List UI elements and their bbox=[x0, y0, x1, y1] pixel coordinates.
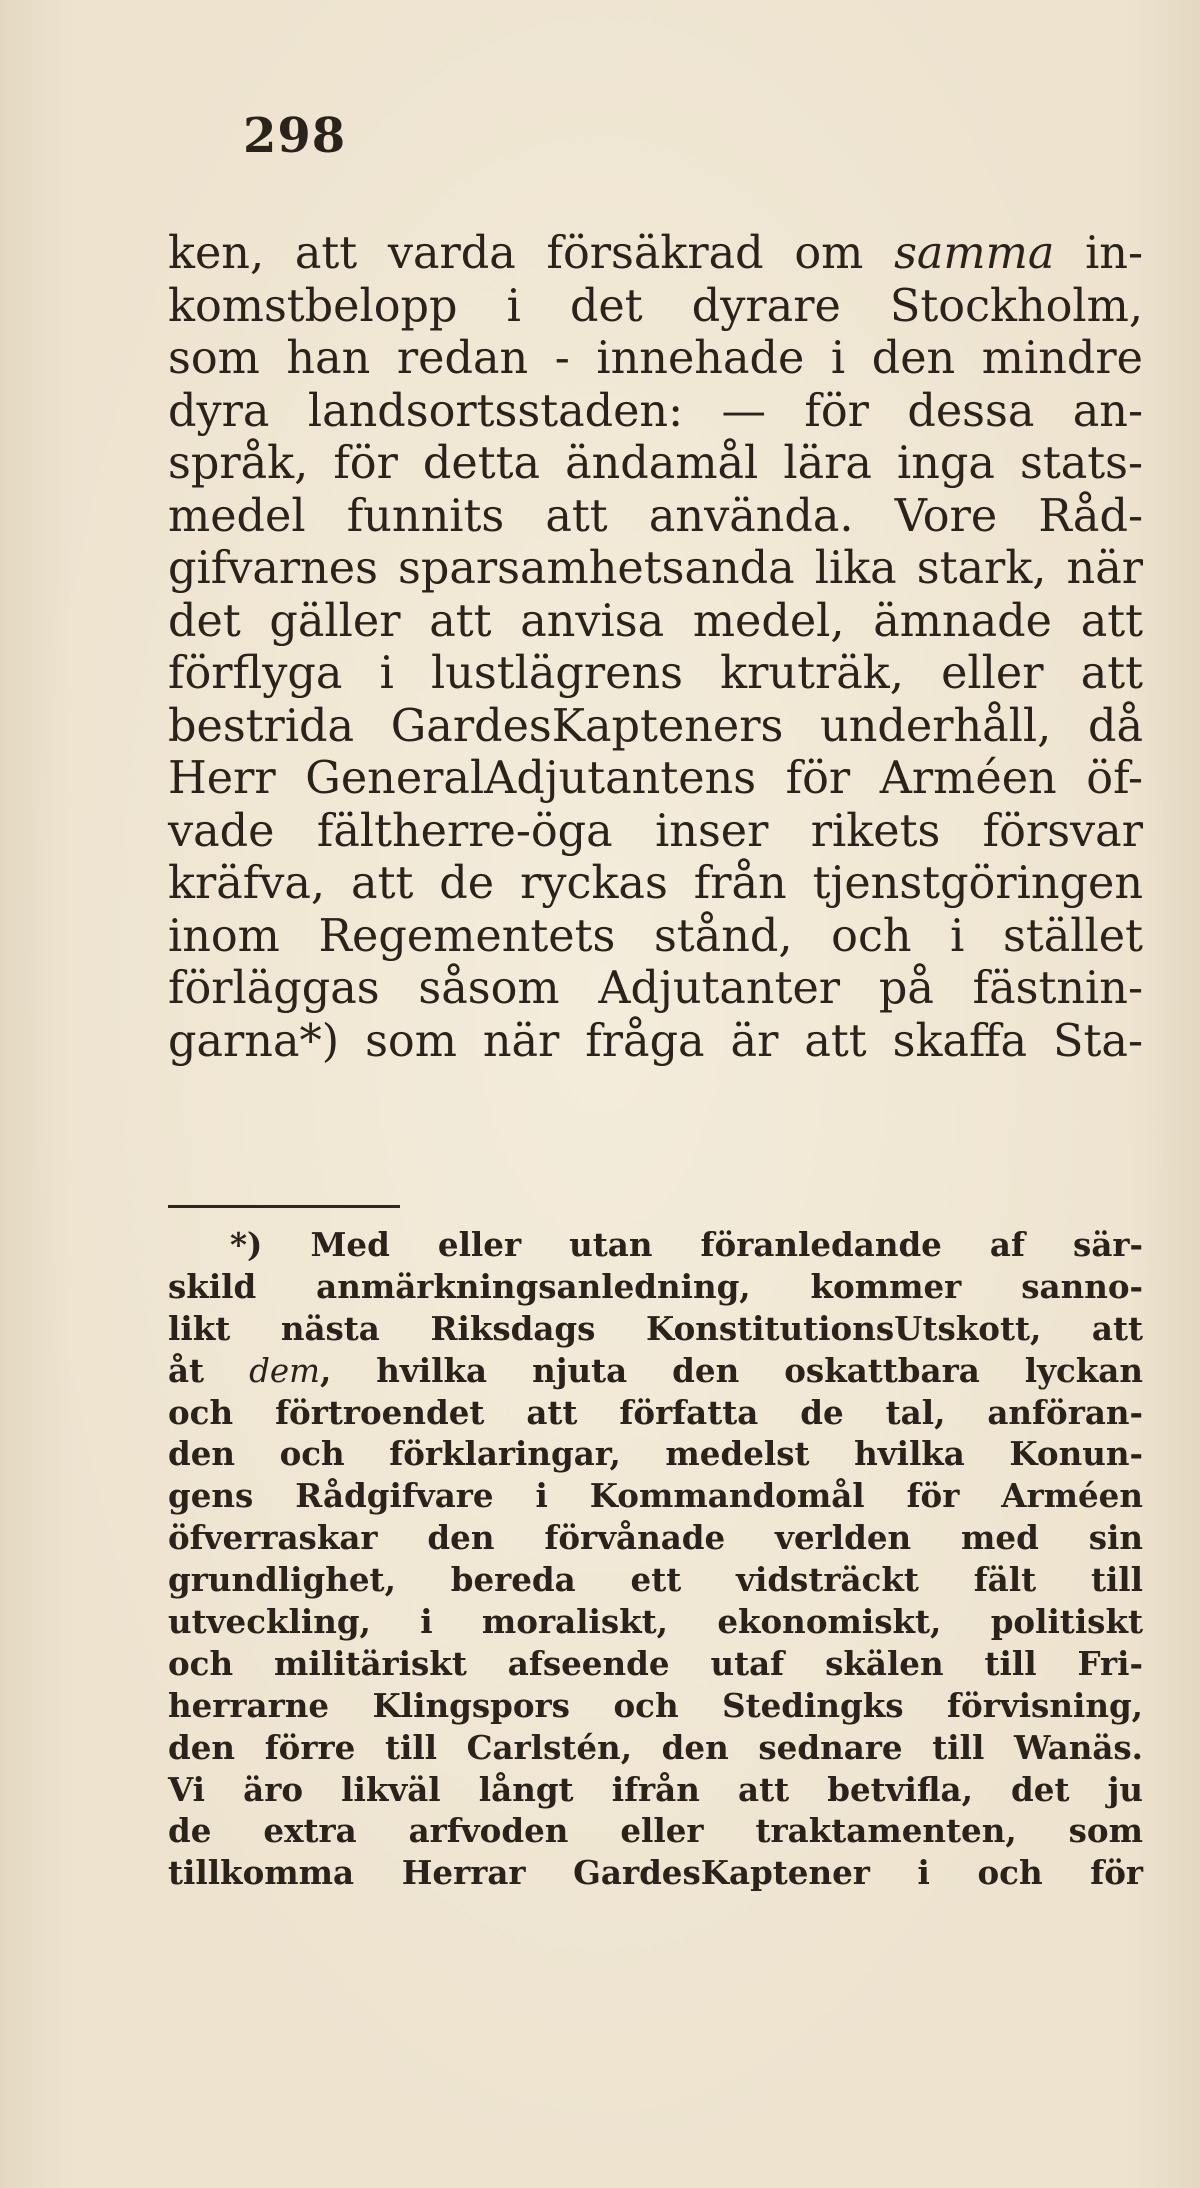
main-text-line bbox=[168, 596, 1143, 649]
text-run: ken, att varda försäkrad om bbox=[168, 228, 895, 279]
text-run: och förtroendet att författa de tal, anföran- bbox=[168, 1392, 1143, 1432]
footnote-line bbox=[168, 1224, 1143, 1266]
text-run: inom Regementets stånd, och i stället bbox=[168, 910, 1143, 962]
text-run: utveckling, i moraliskt, ekonomiskt, politiskt bbox=[168, 1602, 1143, 1642]
main-text-line bbox=[168, 701, 1143, 754]
text-run: bestrida GardesKapteners underhåll, då bbox=[168, 700, 1143, 752]
text-run: öfverraskar den förvånade verlden med sin bbox=[168, 1518, 1143, 1558]
text-run: förflyga i lustlägrens kruträk, eller att bbox=[168, 648, 1143, 699]
main-text-line bbox=[168, 228, 1143, 281]
main-text-line bbox=[168, 333, 1143, 386]
text-run: den och förklaringar, medelst hvilka Konun- bbox=[168, 1434, 1143, 1474]
footnote-line bbox=[168, 1643, 1143, 1685]
footnote-line bbox=[168, 1266, 1143, 1308]
footnote-rule bbox=[168, 1205, 400, 1208]
text-run: vade fältherre-öga inser rikets försvar bbox=[168, 805, 1143, 857]
text-run: grundlighet, bereda ett vidsträckt fält till bbox=[168, 1560, 1143, 1600]
main-text-line bbox=[168, 858, 1143, 911]
footnote-line bbox=[168, 1810, 1143, 1852]
text-run: kräfva, att de ryckas från tjenstgöringen bbox=[168, 858, 1143, 909]
main-text-line bbox=[168, 911, 1143, 964]
text-run: den förre till Carlstén, den sednare till Wanäs. bbox=[168, 1727, 1143, 1767]
footnote-line bbox=[168, 1769, 1143, 1811]
footnote-line bbox=[168, 1433, 1143, 1475]
text-run: medel funnits att använda. Vore Råd- bbox=[168, 490, 1143, 542]
main-text-line bbox=[168, 1016, 1143, 1069]
footnote-line bbox=[168, 1350, 1143, 1392]
italic-text: samma bbox=[894, 228, 1055, 279]
text-run: förläggas såsom Adjutanter på fästnin- bbox=[168, 963, 1143, 1014]
footnote-line bbox=[168, 1392, 1143, 1434]
main-text-line bbox=[168, 386, 1143, 439]
footnote-line bbox=[168, 1852, 1143, 1894]
footnote-line bbox=[168, 1559, 1143, 1601]
text-run: in- bbox=[1054, 228, 1143, 279]
main-text-line bbox=[168, 281, 1143, 334]
main-text-line bbox=[168, 648, 1143, 701]
footnote-line bbox=[168, 1475, 1143, 1517]
text-run: gifvarnes sparsamhetsanda lika stark, när bbox=[168, 543, 1143, 594]
text-run: , hvilka njuta den oskattbara lyckan bbox=[319, 1350, 1143, 1390]
footnote-line bbox=[168, 1685, 1143, 1727]
text-run: tillkomma Herrar GardesKaptener i och för bbox=[168, 1853, 1143, 1893]
text-run: gens Rådgifvare i Kommandomål för Arméen bbox=[168, 1476, 1143, 1516]
main-text-line bbox=[168, 491, 1143, 544]
text-run: och militäriskt afseende utaf skälen till Fri- bbox=[168, 1643, 1143, 1683]
text-run: *) Med eller utan föranledande af sär- bbox=[230, 1225, 1143, 1264]
text-run: språk, för detta ändamål lära inga stats- bbox=[168, 438, 1143, 489]
text-run: garna*) som när fråga är att skaffa Sta- bbox=[168, 1015, 1143, 1067]
footnote-line bbox=[168, 1727, 1143, 1769]
text-run: Herr GeneralAdjutantens för Arméen öf- bbox=[168, 753, 1143, 804]
main-text-line bbox=[168, 806, 1143, 859]
text-run: dyra landsortsstaden: — för dessa an- bbox=[168, 385, 1143, 437]
footnote-line bbox=[168, 1517, 1143, 1559]
text-run: det gäller att anvisa medel, ämnade att bbox=[168, 595, 1143, 647]
main-text bbox=[168, 228, 1143, 1068]
main-text-line bbox=[168, 543, 1143, 596]
footnote-text bbox=[168, 1224, 1143, 1894]
text-run: Vi äro likväl långt ifrån att betvifla, det ju bbox=[168, 1769, 1143, 1809]
text-run: som han redan - innehade i den mindre bbox=[168, 333, 1143, 384]
text-run: likt nästa Riksdags KonstitutionsUtskott, att bbox=[168, 1308, 1143, 1348]
text-run: de extra arfvoden eller traktamenten, som bbox=[168, 1811, 1143, 1851]
main-text-line bbox=[168, 438, 1143, 491]
text-run: åt bbox=[168, 1350, 250, 1390]
italic-text: dem bbox=[249, 1351, 320, 1390]
footnote-line bbox=[168, 1308, 1143, 1350]
text-run: komstbelopp i det dyrare Stockholm, bbox=[168, 280, 1143, 332]
text-run: skild anmärkningsanledning, kommer sanno- bbox=[168, 1266, 1143, 1306]
main-text-line bbox=[168, 963, 1143, 1016]
page-number: 298 bbox=[243, 108, 347, 164]
main-text-line bbox=[168, 753, 1143, 806]
footnote-line bbox=[168, 1601, 1143, 1643]
text-run: herrarne Klingspors och Stedingks förvisning, bbox=[168, 1685, 1143, 1725]
